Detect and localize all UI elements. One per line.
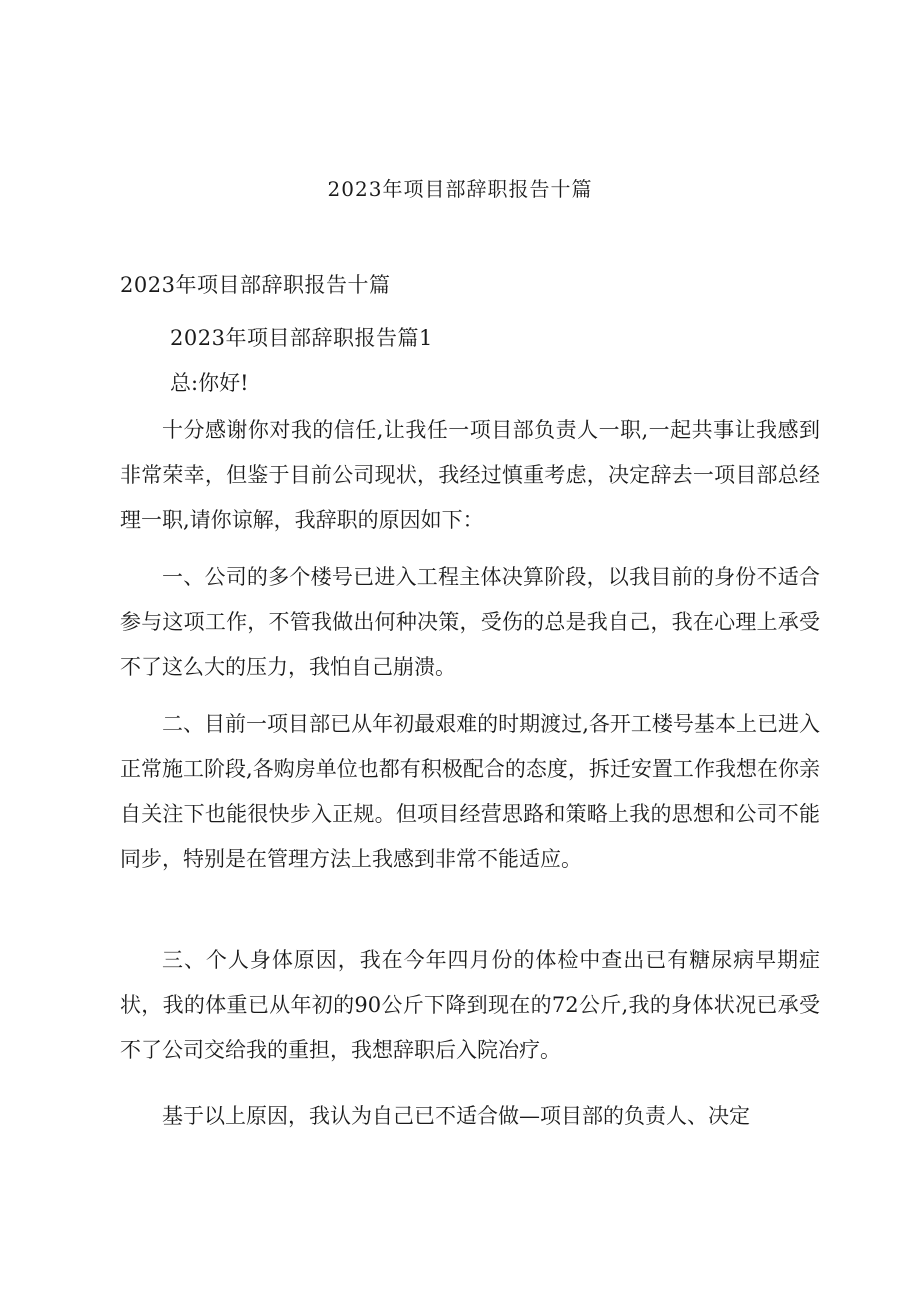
salutation: 总:你好! (170, 371, 249, 395)
section-heading: 2023年项目部辞职报告篇1 (170, 326, 433, 350)
paragraph-conclusion: 基于以上原因，我认为自己已不适合做—项目部的负责人、决定 (162, 1104, 750, 1128)
paragraph-intro: 十分感谢你对我的信任,让我任一项目部负责人一职,一起共事让我感到非常荣幸，但鉴于目前公司现状，我经过慎重考虑，决定辞去一项目部总经理一职,请你谅解，我辞职的原因如下： (120, 418, 820, 532)
document-subtitle: 2023年项目部辞职报告十篇 (120, 273, 391, 297)
paragraph-reason-2: 二、目前一项目部已从年初最艰难的时期渡过,各开工楼号基本上已进入正常施工阶段,各购房单位也都有积极配合的态度，拆迁安置工作我想在你亲自关注下也能很快步入正规。但项目经营思路和策略上我的思想和公司不能同步，特别是在管理方法上我感到非常不能适应。 (120, 712, 820, 871)
paragraph-reason-1: 一、公司的多个楼号已进入工程主体决算阶段，以我目前的身份不适合参与这项工作，不管我做出何种决策，受伤的总是我自己，我在心理上承受不了这么大的压力，我怕自己崩溃。 (120, 565, 820, 679)
paragraph-reason-3: 三、个人身体原因，我在今年四月份的体检中查出已有糖尿病早期症状，我的体重已从年初的90公斤下降到现在的72公斤,我的身体状况已承受不了公司交给我的重担，我想辞职后入院冶疗。 (120, 948, 820, 1062)
document-title: 2023年项目部辞职报告十篇 (327, 177, 593, 201)
